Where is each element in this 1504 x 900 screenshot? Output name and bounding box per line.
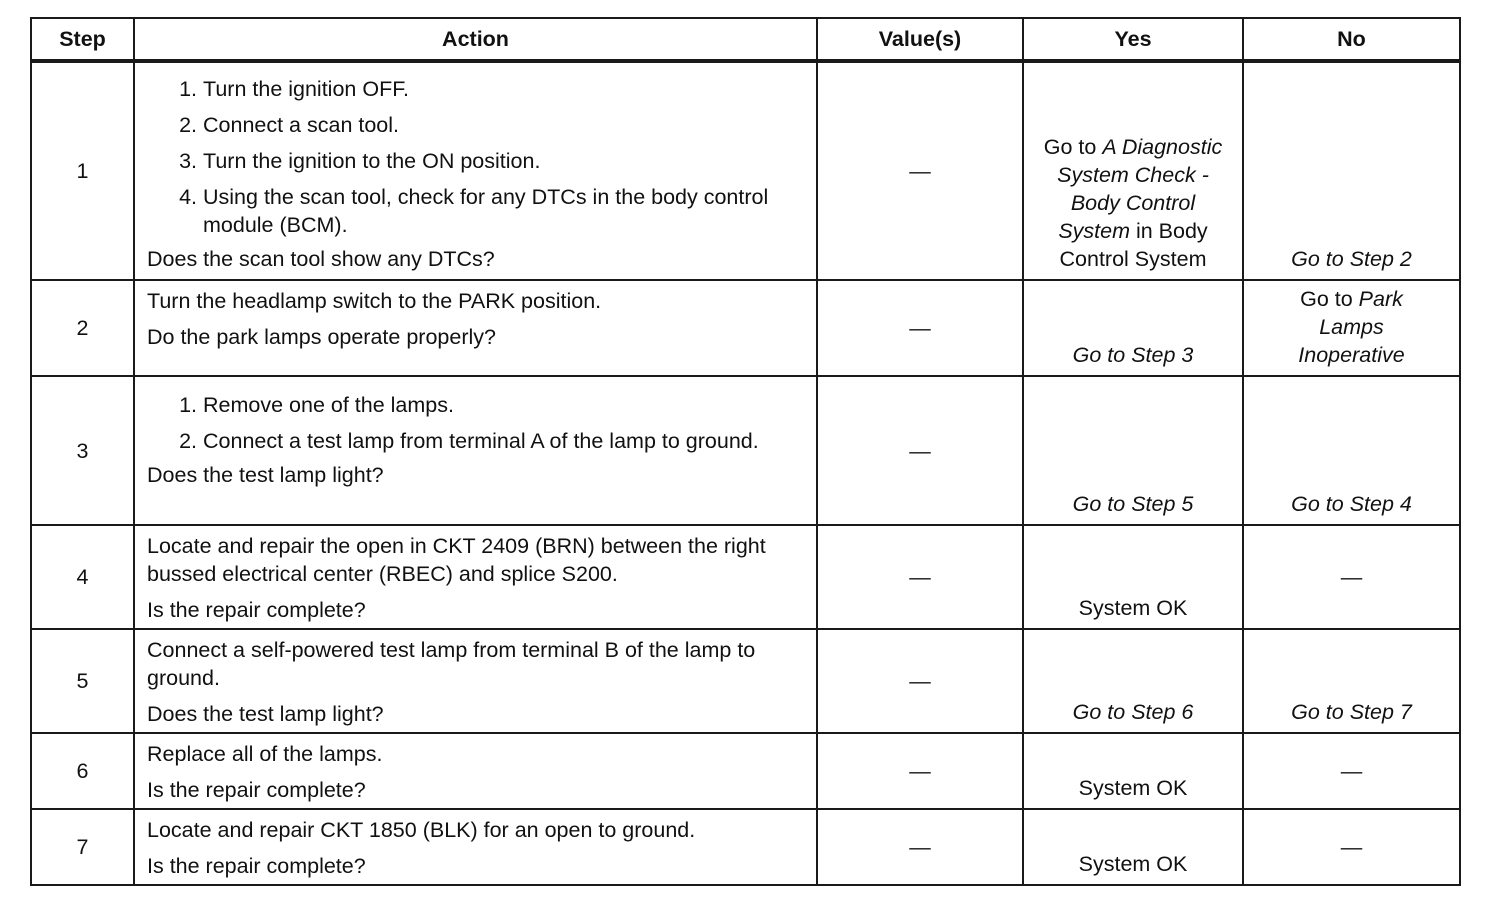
yes-cell[interactable]: System OK <box>1023 733 1243 809</box>
list-item: 4. Using the scan tool, check for any DTCs in the body control module (BCM). <box>203 183 804 239</box>
action-cell <box>134 525 817 629</box>
step-number: 6 <box>31 733 134 809</box>
no-cell[interactable]: Go to Step 2 <box>1243 61 1460 280</box>
header-row <box>31 18 1460 61</box>
yes-suffix: in Body Control System <box>1059 219 1208 271</box>
table-row <box>31 809 1460 885</box>
table-row <box>31 61 1460 280</box>
header-no: No <box>1243 18 1460 61</box>
value-cell: — <box>817 280 1023 376</box>
yes-cell[interactable]: Go to Step 6 <box>1023 629 1243 733</box>
action-cell <box>134 809 817 885</box>
step-number: 2 <box>31 280 134 376</box>
header-step: Step <box>31 18 134 61</box>
yes-cell[interactable]: System OK <box>1023 809 1243 885</box>
action-text: Locate and repair the open in CKT 2409 (BRN) between the right bussed electrical center (RBEC) and splice S200. <box>147 534 766 586</box>
action-question: Does the test lamp light? <box>147 702 384 726</box>
action-cell <box>134 280 817 376</box>
step-number: 5 <box>31 629 134 733</box>
table-row <box>31 733 1460 809</box>
action-text: Connect a self-powered test lamp from terminal B of the lamp to ground. <box>147 638 756 690</box>
no-cell <box>1243 280 1460 376</box>
list-item: 2. Connect a scan tool. <box>203 111 804 139</box>
action-list <box>147 75 804 239</box>
no-cell[interactable]: Go to Step 4 <box>1243 376 1460 525</box>
no-cell: — <box>1243 733 1460 809</box>
action-question: Is the repair complete? <box>147 854 366 878</box>
header-action: Action <box>134 18 817 61</box>
yes-cell[interactable]: Go to Step 3 <box>1023 280 1243 376</box>
list-item: 2. Connect a test lamp from terminal A of the lamp to ground. <box>203 427 804 455</box>
action-cell <box>134 629 817 733</box>
no-prefix: Go to <box>1300 287 1359 311</box>
table-row <box>31 629 1460 733</box>
table-row <box>31 376 1460 525</box>
no-cell: — <box>1243 809 1460 885</box>
action-question: Is the repair complete? <box>147 598 366 622</box>
value-cell: — <box>817 61 1023 280</box>
action-text: Locate and repair CKT 1850 (BLK) for an open to ground. <box>147 818 696 842</box>
no-cell[interactable]: Go to Step 7 <box>1243 629 1460 733</box>
action-question: Does the test lamp light? <box>147 463 384 487</box>
yes-cell[interactable]: System OK <box>1023 525 1243 629</box>
value-cell: — <box>817 525 1023 629</box>
diagnostic-table <box>30 17 1461 886</box>
step-number: 1 <box>31 61 134 280</box>
list-item: 1. Remove one of the lamps. <box>203 391 804 419</box>
value-cell: — <box>817 733 1023 809</box>
action-cell <box>134 376 817 525</box>
action-question: Is the repair complete? <box>147 778 366 802</box>
no-cell: — <box>1243 525 1460 629</box>
diagnostic-table-sheet <box>30 17 1459 886</box>
value-cell: — <box>817 629 1023 733</box>
action-cell <box>134 61 817 280</box>
action-question: Does the scan tool show any DTCs? <box>147 247 495 271</box>
header-values: Value(s) <box>817 18 1023 61</box>
action-list <box>147 391 804 455</box>
action-text: Replace all of the lamps. <box>147 742 383 766</box>
value-cell: — <box>817 809 1023 885</box>
yes-link[interactable]: A Diagnostic System Check - Body Control System <box>1057 135 1223 243</box>
table-row <box>31 280 1460 376</box>
step-number: 3 <box>31 376 134 525</box>
value-cell: — <box>817 376 1023 525</box>
yes-cell[interactable]: Go to Step 5 <box>1023 376 1243 525</box>
action-question: Do the park lamps operate properly? <box>147 325 496 349</box>
step-number: 7 <box>31 809 134 885</box>
no-link[interactable]: Park Lamps Inoperative <box>1298 287 1405 367</box>
action-text: Turn the headlamp switch to the PARK position. <box>147 289 602 313</box>
action-cell <box>134 733 817 809</box>
list-item: 1. Turn the ignition OFF. <box>203 75 804 103</box>
step-number: 4 <box>31 525 134 629</box>
yes-prefix: Go to <box>1043 135 1103 159</box>
table-row <box>31 525 1460 629</box>
list-item: 3. Turn the ignition to the ON position. <box>203 147 804 175</box>
header-yes: Yes <box>1023 18 1243 61</box>
yes-cell <box>1023 61 1243 280</box>
